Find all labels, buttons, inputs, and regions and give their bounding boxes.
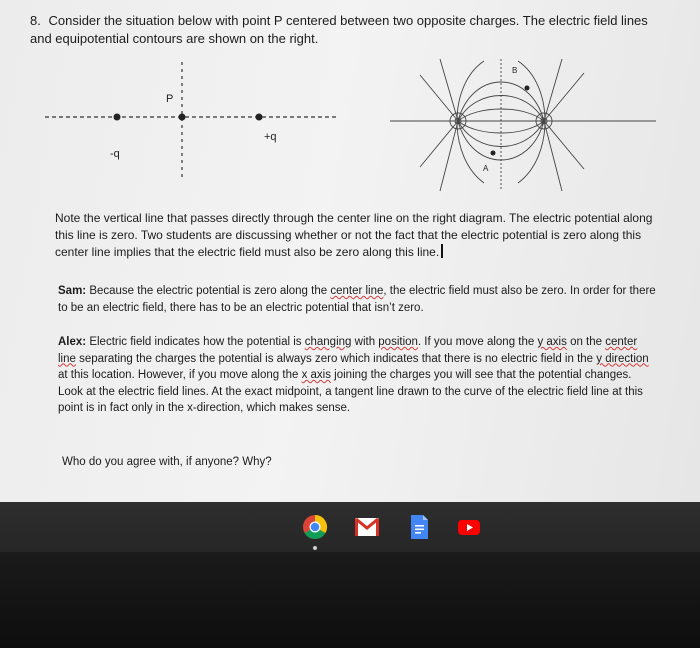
sam-text-1: Because the electric potential is zero along the <box>89 285 331 297</box>
field-lines-diagram <box>388 55 658 195</box>
alex-underline-1: changing <box>304 336 352 348</box>
alex-underline-5: y direction <box>596 352 649 365</box>
sam-paragraph <box>58 283 658 316</box>
field-line-7 <box>440 59 458 121</box>
alex-text-4: on the <box>566 336 606 348</box>
note-text: Note the vertical line that passes directly through the center line on the right diagram. The electric potential along this line is zero. Two students are discussing whether or not the fact that the electric potential is zero along this center line implies that the electric field must also be zero along this line. <box>55 211 653 259</box>
alex-underline-3: y axis <box>537 336 567 348</box>
field-line-9 <box>420 75 458 121</box>
label-a: A <box>483 164 489 173</box>
field-line-11 <box>544 59 562 121</box>
screen-bezel <box>0 552 700 648</box>
negative-charge-dot <box>114 114 121 121</box>
gmail-icon[interactable] <box>354 514 380 540</box>
label-pos-q: +q <box>264 131 277 143</box>
field-line-13 <box>544 73 584 121</box>
alex-text-6: at this location. However, if you move along the <box>58 369 302 381</box>
midpoint-dot <box>179 114 186 121</box>
alex-underline-2: position <box>378 336 418 348</box>
sam-speaker: Sam: <box>58 285 87 297</box>
alex-paragraph <box>58 334 658 417</box>
note-paragraph <box>55 210 655 261</box>
point-a-dot <box>491 151 496 156</box>
positive-charge-dot <box>256 114 263 121</box>
docs-icon[interactable] <box>406 514 432 540</box>
sam-text-2: , the electric field must also be zero. In order for there to be an electric field, there has to be an electric potential that isn’t zero. <box>58 285 656 314</box>
alex-text-7: joining the charges you will see that the potential changes. Look at the electric field lines. At the exact midpoint, a tangent line drawn to the curve of the electric field line at this point is in fact only in the x-direction, which makes sense. <box>58 369 643 414</box>
alex-text-5: separating the charges the potential is always zero which indicates that there is no electric field in the <box>75 352 597 365</box>
label-b: B <box>512 66 518 75</box>
prompt-question <box>62 454 272 470</box>
alex-text-3: . If you move along the <box>417 336 538 348</box>
question-8 <box>30 12 670 48</box>
alex-underline-6: x axis <box>301 369 331 381</box>
alex-text-2: with <box>351 336 379 348</box>
youtube-icon[interactable] <box>456 514 482 540</box>
alex-underline-4: center line <box>58 336 638 365</box>
label-p: P <box>166 93 174 105</box>
question-text: Consider the situation below with point P centered between two opposite charges. The electric field lines and equipotential contours are shown on the right. <box>30 13 648 46</box>
point-b-dot <box>525 86 530 91</box>
alex-text-1: Electric field indicates how the potential is <box>89 336 305 348</box>
charge-diagram <box>40 60 340 180</box>
chrome-running-indicator <box>313 546 317 550</box>
sam-underline-1: center line <box>330 285 384 297</box>
os-shelf <box>0 502 700 552</box>
prompt-text: Who do you agree with, if anyone? Why? <box>62 456 272 468</box>
text-cursor <box>441 244 443 258</box>
label-neg-q: -q <box>110 148 120 160</box>
chrome-icon[interactable] <box>302 514 328 540</box>
question-number: 8. <box>30 13 41 28</box>
alex-speaker: Alex: <box>58 336 87 348</box>
